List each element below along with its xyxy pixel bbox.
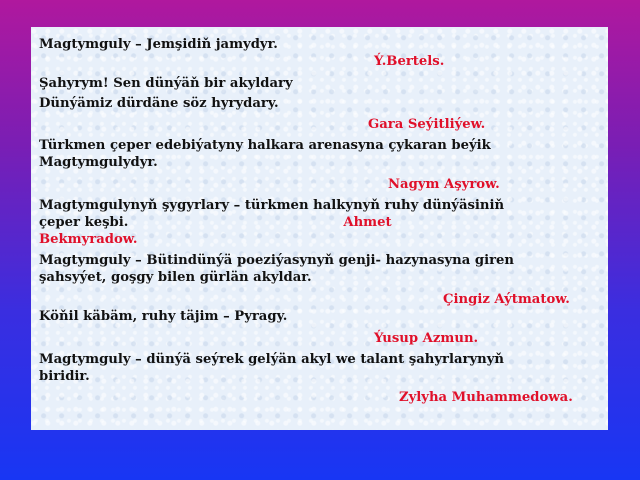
quote-2-line-2: Dünýämiz dürdäne söz hyrydary. [39, 96, 279, 111]
quote-4-author-first: Ahmet [343, 215, 392, 230]
quote-2-line-1: Şahyrym! Sen dünýäň bir akyldary [39, 76, 293, 91]
quote-6-line-1: Köňil käbäm, ruhy täjim – Pyragy. [39, 309, 288, 324]
quote-2-author: Gara Seýitliýew. [368, 117, 486, 132]
quotes-panel [31, 27, 608, 430]
quote-4-line-2-text: çeper keşbi. [39, 215, 129, 230]
quote-3-author: Nagym Aşyrow. [388, 177, 500, 192]
quote-4-line-1: Magtymgulynyň şygyrlary – türkmen halkynyň ruhy dünýäsiniň [39, 198, 505, 213]
quote-7-author: Zylyha Muhammedowa. [399, 390, 573, 405]
quote-1-line-1: Magtymguly – Jemşidiň jamydyr. [39, 37, 278, 52]
quote-4-author-last: Bekmyradow. [39, 232, 138, 247]
quote-7-line-2: biridir. [39, 369, 90, 384]
quote-5-line-1: Magtymguly – Bütindünýä poeziýasynyň genji- hazynasyna giren [39, 253, 515, 268]
quote-3-line-1: Türkmen çeper edebiýatyny halkara arenasyna çykaran beýik [39, 138, 491, 153]
quote-6-author: Ýusup Azmun. [374, 331, 479, 346]
quote-3-line-2: Magtymgulydyr. [39, 155, 158, 170]
quote-5-author: Çingiz Aýtmatow. [443, 292, 570, 307]
quote-4-line-2 [39, 214, 600, 231]
quote-1-author: Ý.Bertels. [374, 54, 445, 69]
quote-5-line-2: şahsyýet, goşgy bilen gürlän akyldar. [39, 270, 312, 285]
quote-7-line-1: Magtymguly – dünýä seýrek gelýän akyl we talant şahyrlarynyň [39, 352, 504, 367]
